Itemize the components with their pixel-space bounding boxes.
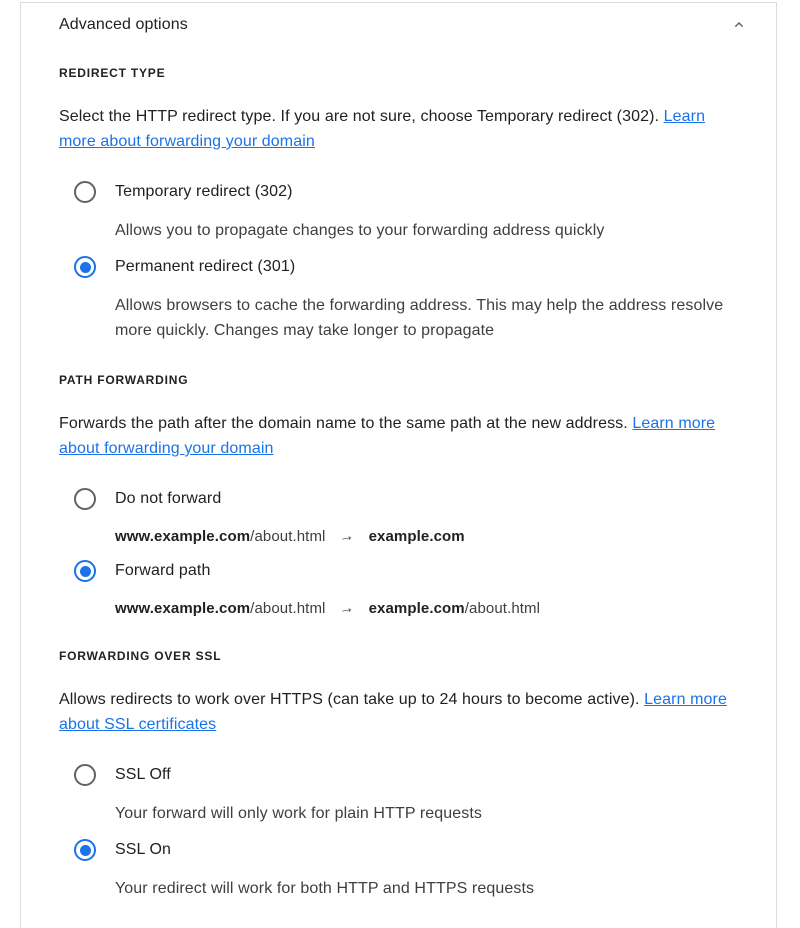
ssl-radio-group — [59, 764, 746, 901]
option-do-not-forward — [59, 488, 746, 547]
advanced-options-header[interactable] — [21, 3, 776, 36]
radio-label-ssl-on: SSL On — [115, 841, 172, 858]
option-ssl-off — [59, 764, 746, 826]
ssl-on-description: Your redirect will work for both HTTP and HTTPS requests — [115, 880, 535, 897]
learn-more-ssl-link[interactable]: Learn more about SSL certificates — [59, 691, 727, 733]
radio-button-ssl-on[interactable] — [74, 839, 96, 861]
example-source-domain: www.example.com — [115, 600, 251, 617]
radio-row-ssl-on[interactable] — [59, 839, 746, 861]
section-forwarding-over-ssl — [59, 649, 746, 901]
do-not-forward-example — [115, 527, 746, 547]
path-forwarding-description-text: Forwards the path after the domain name to the same path at the new address. — [59, 415, 628, 432]
redirect-type-heading: REDIRECT TYPE — [59, 66, 166, 80]
panel-title: Advanced options — [59, 16, 188, 33]
option-ssl-on — [59, 839, 746, 901]
radio-label-ssl-off: SSL Off — [115, 766, 171, 783]
forwarding-over-ssl-description-text: Allows redirects to work over HTTPS (can take up to 24 hours to become active). — [59, 691, 640, 708]
example-target-domain: example.com — [368, 528, 465, 545]
radio-dot — [80, 566, 91, 577]
path-forwarding-heading: PATH FORWARDING — [59, 373, 189, 387]
path-forwarding-radio-group — [59, 488, 746, 619]
radio-dot — [80, 845, 91, 856]
example-target-path: /about.html — [464, 600, 541, 617]
redirect-type-description-text: Select the HTTP redirect type. If you are not sure, choose Temporary redirect (302). — [59, 108, 660, 125]
forwarding-over-ssl-heading: FORWARDING OVER SSL — [59, 649, 222, 663]
radio-button-forward-path[interactable] — [74, 560, 96, 582]
example-source-path: /about.html — [250, 528, 326, 545]
redirect-type-radio-group — [59, 181, 746, 343]
radio-button-do-not-forward[interactable] — [74, 488, 96, 510]
radio-row-temporary-redirect[interactable] — [59, 181, 746, 203]
radio-button-ssl-off[interactable] — [74, 764, 96, 786]
example-target-domain: example.com — [368, 600, 465, 617]
radio-row-forward-path[interactable] — [59, 560, 746, 582]
forward-path-example — [115, 599, 746, 619]
temporary-redirect-description: Allows you to propagate changes to your forwarding address quickly — [115, 222, 605, 239]
radio-label-temporary-redirect: Temporary redirect (302) — [115, 183, 293, 200]
radio-label-permanent-redirect: Permanent redirect (301) — [115, 258, 296, 275]
option-forward-path — [59, 560, 746, 619]
path-forwarding-description — [59, 411, 743, 461]
advanced-options-card — [20, 2, 777, 928]
arrow-right-icon: → — [338, 527, 356, 546]
radio-label-do-not-forward: Do not forward — [115, 490, 222, 507]
radio-row-do-not-forward[interactable] — [59, 488, 746, 510]
radio-button-temporary-redirect[interactable] — [74, 181, 96, 203]
redirect-type-description — [59, 104, 743, 154]
radio-row-permanent-redirect[interactable] — [59, 256, 746, 278]
section-redirect-type — [59, 66, 746, 343]
chevron-up-icon[interactable] — [730, 16, 748, 34]
option-temporary-redirect — [59, 181, 746, 243]
forwarding-over-ssl-description — [59, 687, 743, 737]
learn-more-forwarding-link-1[interactable]: Learn more about forwarding your domain — [59, 108, 706, 150]
permanent-redirect-description: Allows browsers to cache the forwarding address. This may help the address resolve more quickly. Changes may take longer to propagate — [115, 297, 724, 339]
learn-more-forwarding-link-2[interactable]: Learn more about forwarding your domain — [59, 415, 716, 457]
ssl-off-description: Your forward will only work for plain HTTP requests — [115, 805, 483, 822]
radio-dot — [80, 262, 91, 273]
example-source-path: /about.html — [250, 600, 326, 617]
radio-row-ssl-off[interactable] — [59, 764, 746, 786]
radio-label-forward-path: Forward path — [115, 562, 211, 579]
option-permanent-redirect — [59, 256, 746, 343]
advanced-options-body — [21, 66, 776, 901]
arrow-right-icon: → — [338, 599, 356, 618]
radio-button-permanent-redirect[interactable] — [74, 256, 96, 278]
section-path-forwarding — [59, 373, 746, 619]
example-source-domain: www.example.com — [115, 528, 251, 545]
